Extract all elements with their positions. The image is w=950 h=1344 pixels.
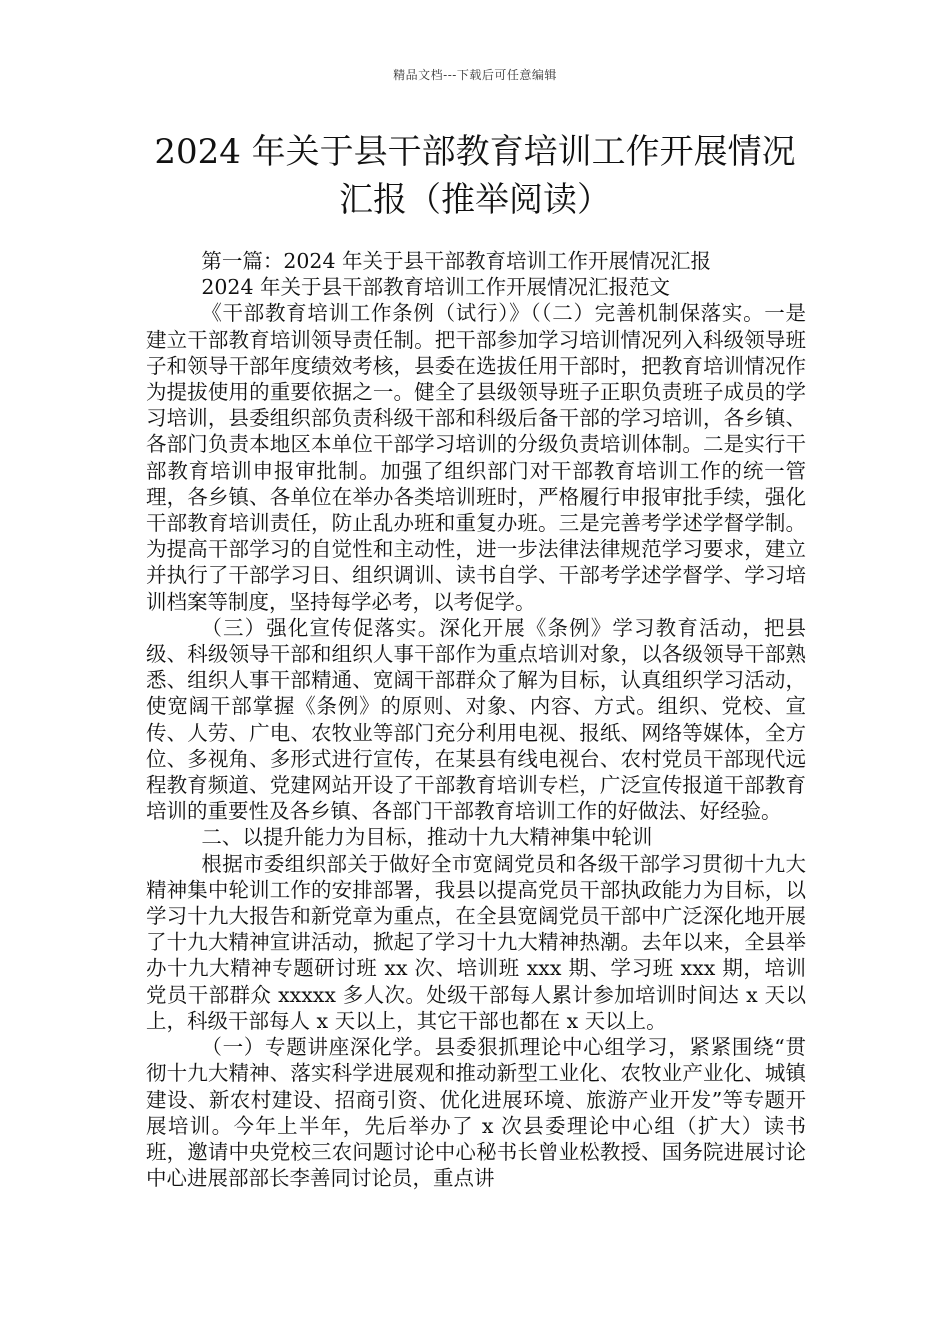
section-heading: 二、以提升能力为目标，推动十九大精神集中轮训 bbox=[201, 825, 653, 850]
title-line-1: 2024 年关于县干部教育培训工作开展情况 bbox=[154, 132, 796, 172]
subheading: 2024 年关于县干部教育培训工作开展情况汇报范文 bbox=[201, 275, 671, 300]
paragraph: （三）强化宣传促落实。深化开展《条例》学习教育活动，把县级、科级领导干部和组织人事干部作为重点培训对象，以各级领导干部熟悉、组织人事干部精通、宽阔干部群众了解为目标，认真组织学习活动，使宽阔干部掌握《条例》的原则、对象、内容、方式。组织、党校、宣传、人劳、广电、农牧业等部门充分利用电视、报纸、网络等媒体，全方位、多视角、多形式进行宣传，在某县有线电视台、农村党员干部现代远程教育频道、党建网站开设了干部教育培训专栏，广泛宣传报道干部教育培训的重要性及各乡镇、各部门干部教育培训工作的好做法、好经验。 bbox=[146, 615, 806, 824]
document-title bbox=[100, 128, 850, 224]
paragraph: 《干部教育培训工作条例（试行）》（（二）完善机制保落实。一是建立干部教育培训领导责任制。把干部参加学习培训情况列入科级领导班子和领导干部年度绩效考核，县委在选拔任用干部时，把教育培训情况作为提拔使用的重要依据之一。健全了县级领导班子正职负责班子成员的学习培训，县委组织部负责科级干部和科级后备干部的学习培训，各乡镇、各部门负责本地区本单位干部学习培训的分级负责培训体制。二是实行干部教育培训申报审批制。加强了组织部门对干部教育培训工作的统一管理，各乡镇、各单位在举办各类培训班时，严格履行申报审批手续，强化干部教育培训责任，防止乱办班和重复办班。三是完善考学述学督学制。为提高干部学习的自觉性和主动性，进一步法律法律规范学习要求，建立并执行了干部学习日、组织调训、读书自学、干部考学述学督学、学习培训档案等制度，坚持每学必考，以考促学。 bbox=[146, 301, 806, 614]
title-line-2: 汇报（推举阅读） bbox=[339, 180, 611, 220]
section-heading: 第一篇：2024 年关于县干部教育培训工作开展情况汇报 bbox=[201, 249, 712, 273]
document-body bbox=[146, 248, 806, 1191]
paragraph: （一）专题讲座深化学。县委狠抓理论中心组学习，紧紧围绕“贯彻十九大精神、落实科学进展观和推动新型工业化、农牧业产业化、城镇建设、新农村建设、招商引资、优化进展环境、旅游产业开发”等专题开展培训。今年上半年，先后举办了 x 次县委理论中心组（扩大）读书班，邀请中央党校三农问题讨论中心秘书长曾业松教授、国务院进展讨论中心进展部部长李善同讨论员，重点讲 bbox=[146, 1035, 806, 1191]
header-note: 精品文档---下载后可任意编辑 bbox=[393, 68, 557, 82]
paragraph: 根据市委组织部关于做好全市宽阔党员和各级干部学习贯彻十九大精神集中轮训工作的安排部署，我县以提高党员干部执政能力为目标，以学习十九大报告和新党章为重点，在全县宽阔党员干部中广泛深化地开展了十九大精神宣讲活动，掀起了学习十九大精神热潮。去年以来，全县举办十九大精神专题研讨班 xx 次、培训班 xxx 期、学习班 xxx 期，培训党员干部群众 xxxxx 多人次。处级干部每人累计参加培训时间达 x 天以上，科级干部每人 x 天以上，其它干部也都在 x 天以上。 bbox=[146, 851, 806, 1033]
